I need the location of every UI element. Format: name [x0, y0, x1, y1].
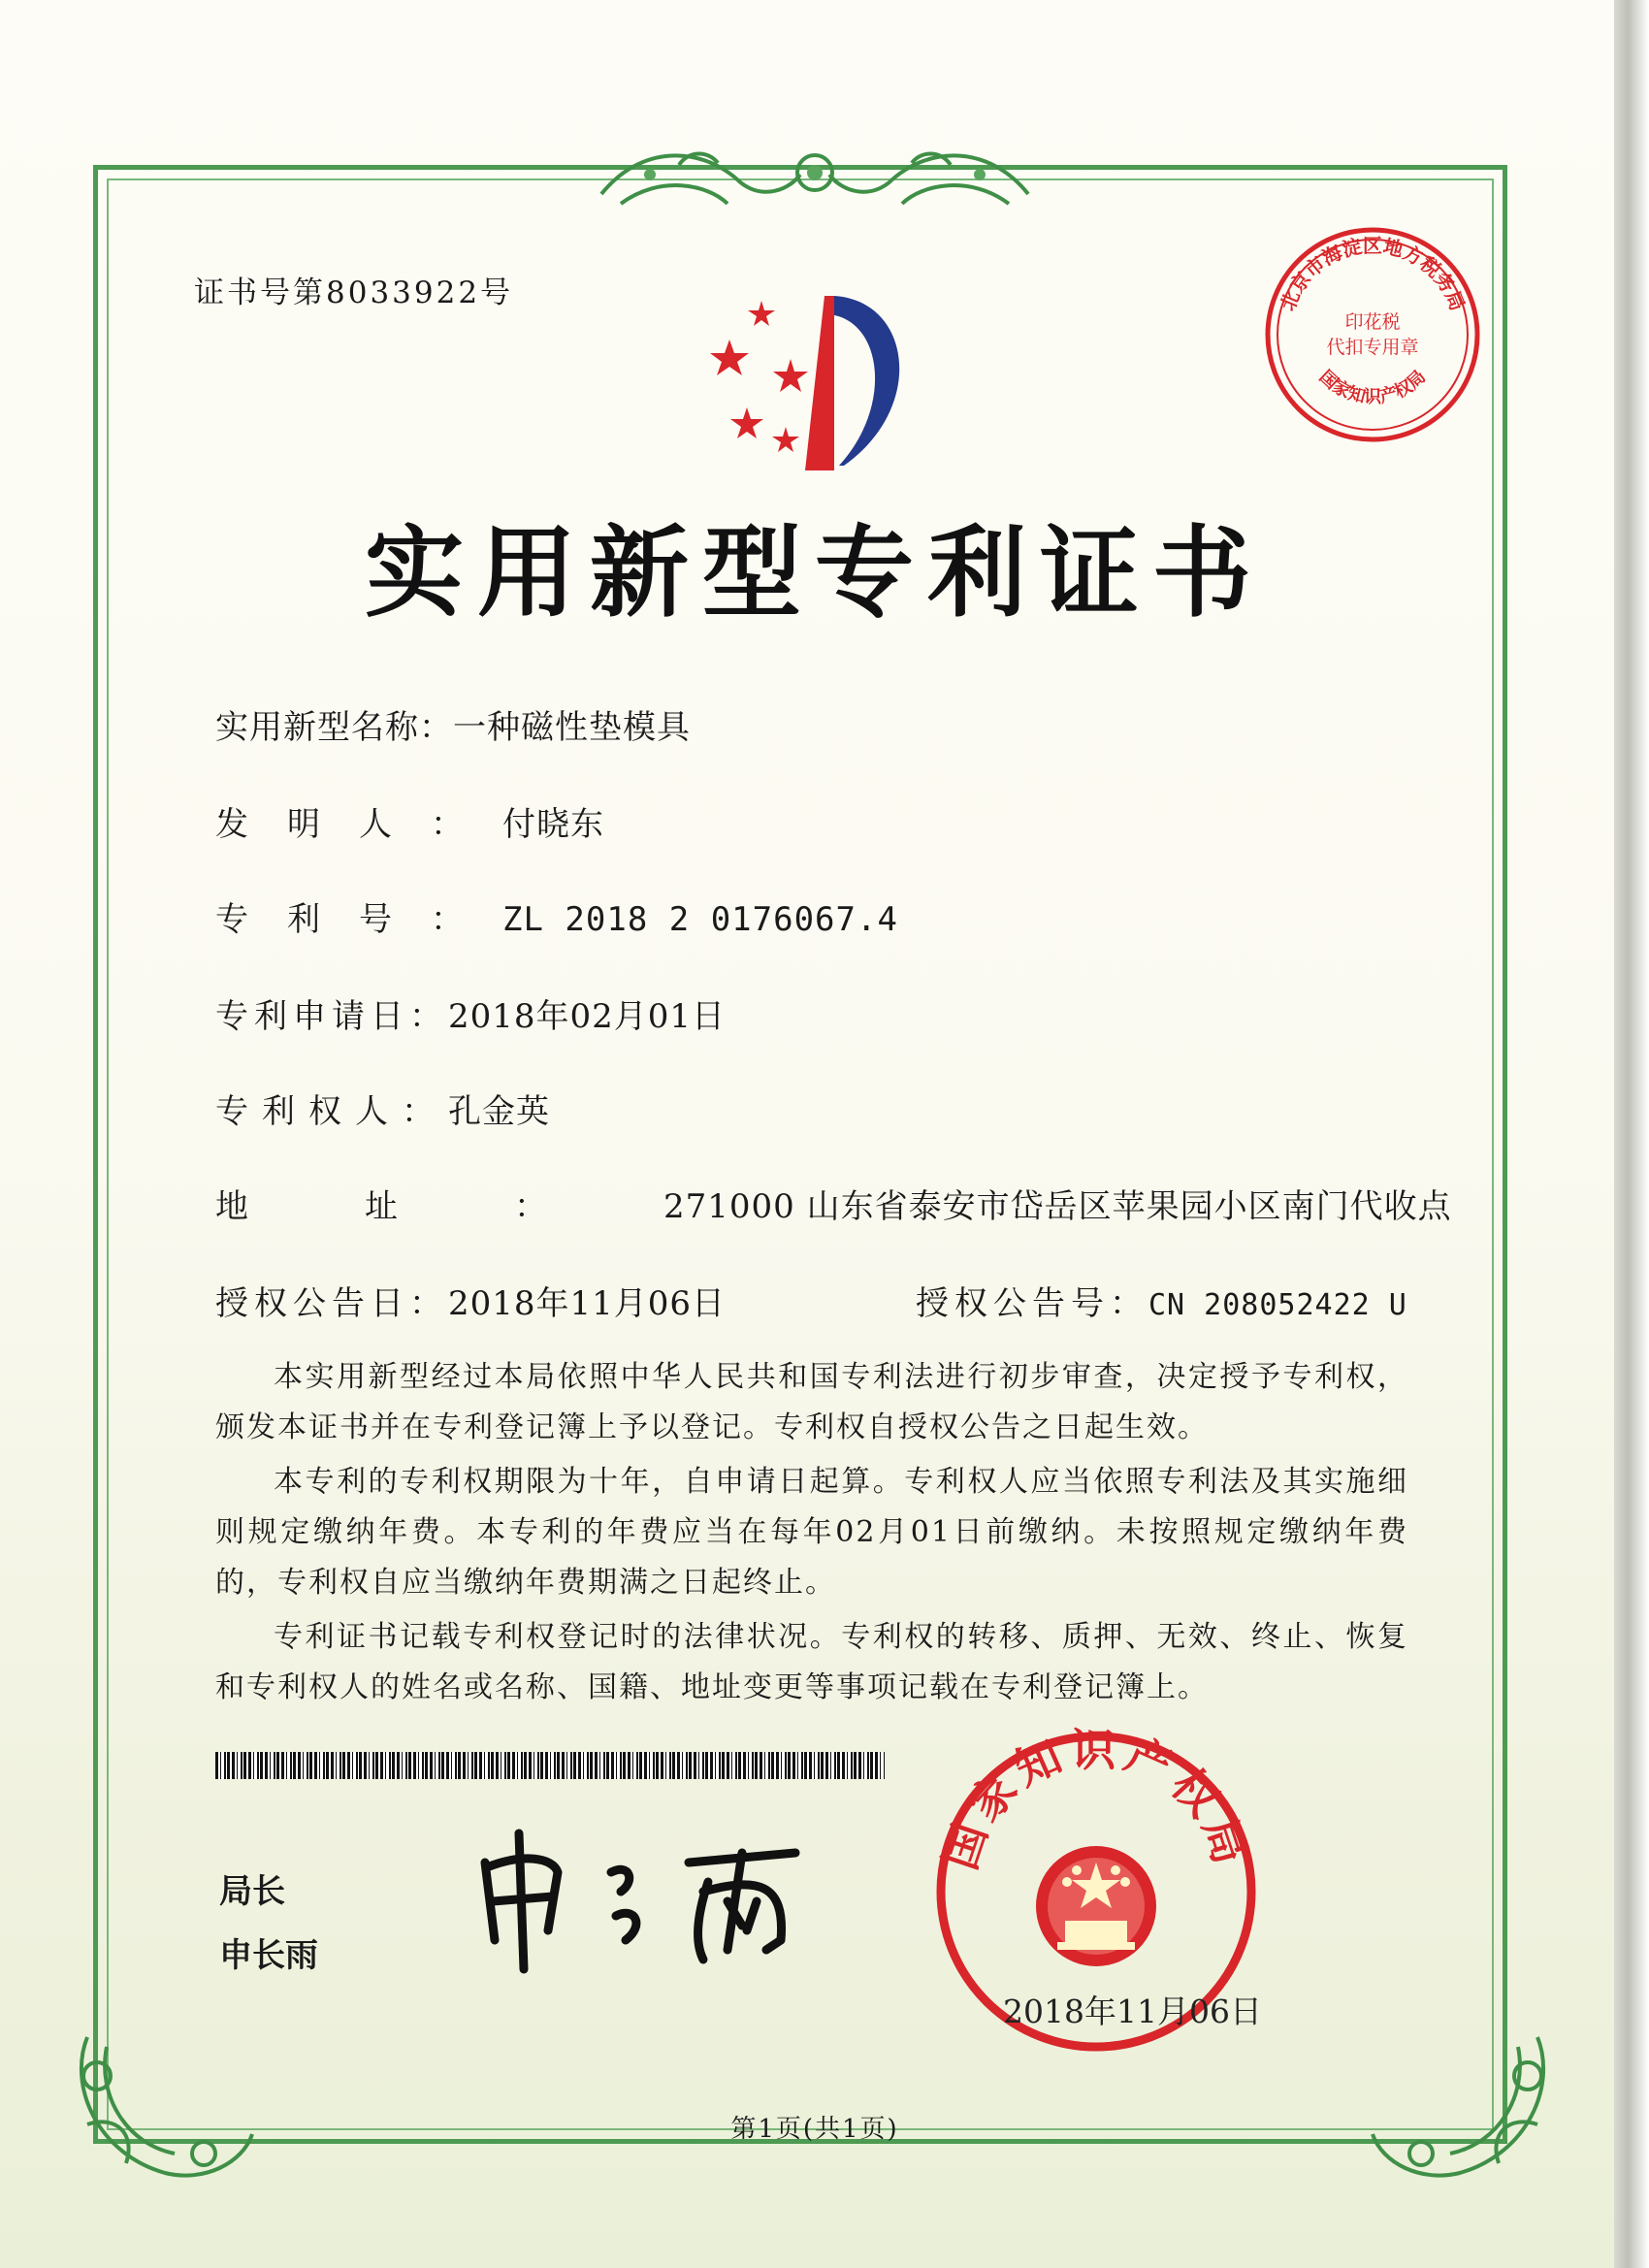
patent-no-label: 专利号： — [215, 900, 502, 939]
director-signature — [466, 1824, 815, 1979]
body-paragraph-3: 专利证书记载专利权登记时的法律状况。专利权的转移、质押、无效、终止、恢复和专利权人的姓名或名称、国籍、地址变更等事项记载在专利登记簿上。 — [215, 1620, 1408, 1704]
top-ornament — [582, 136, 1048, 223]
field-filing-date — [215, 989, 726, 1037]
field-patentee — [215, 1085, 550, 1132]
field-utility-name — [215, 700, 691, 748]
field-grant-date — [215, 1277, 726, 1324]
official-seal-date: 2018年11月06日 — [1003, 1993, 1262, 2030]
patent-no-value: ZL 2018 2 0176067.4 — [502, 900, 898, 939]
certificate-number: 证书号第8033922号 — [194, 275, 514, 310]
address-label: 地址： — [215, 1187, 663, 1226]
address-value: 271000 山东省泰安市岱岳区苹果园小区南门代收点 — [663, 1187, 1452, 1226]
patent-office-logo — [689, 281, 941, 485]
svg-text:国家知识产权局 — [1315, 367, 1430, 407]
field-inventor — [215, 797, 604, 845]
barcode — [215, 1752, 885, 1779]
certificate-title: 实用新型专利证书 — [365, 516, 1265, 632]
bottom-left-ornament — [58, 2008, 272, 2202]
body-paragraph-2: 本专利的专利权期限为十年，自申请日起算。专利权人应当依照专利法及其实施细则规定缴纳年费。本专利的年费应当在每年02月01日前缴纳。未按照规定缴纳年费的，专利权自应当缴纳年费期满之日起终止。 — [215, 1465, 1408, 1600]
national-emblem-icon — [1036, 1846, 1156, 1966]
grant-date-label: 授权公告日： — [215, 1284, 448, 1323]
page-edge-shadow — [1614, 0, 1649, 2268]
director-title: 局长 — [219, 1872, 285, 1911]
grant-no-value: CN 208052422 U — [1148, 1288, 1407, 1322]
tax-stamp-line2: 代扣专用章 — [1326, 337, 1419, 358]
bottom-right-ornament — [1353, 2008, 1567, 2202]
tax-stamp — [1261, 223, 1484, 446]
utility-name-value: 一种磁性垫模具 — [453, 708, 691, 747]
tax-stamp-bottom-text: 国家知识产权局 — [1314, 366, 1431, 408]
inventor-value: 付晓东 — [502, 805, 604, 844]
tax-stamp-line1: 印花税 — [1344, 311, 1401, 333]
utility-name-label: 实用新型名称： — [215, 708, 453, 747]
grant-date-value: 2018年11月06日 — [448, 1284, 727, 1323]
grant-no-label: 授权公告号： — [916, 1284, 1148, 1323]
director-name: 申长雨 — [219, 1936, 318, 1975]
certificate-body — [215, 1352, 1408, 1717]
field-address — [215, 1180, 1452, 1227]
svg-text:北京市海淀区地方税务局 — [1276, 234, 1470, 314]
page-indicator: 第1页(共1页) — [730, 2115, 899, 2144]
patentee-value: 孔金英 — [448, 1092, 550, 1131]
filing-date-value: 2018年02月01日 — [448, 997, 727, 1036]
patentee-label: 专利权人： — [215, 1092, 448, 1131]
body-paragraph-1: 本实用新型经过本局依照中华人民共和国专利法进行初步审查，决定授予专利权，颁发本证书并在专利登记簿上予以登记。专利权自授权公告之日起生效。 — [215, 1360, 1408, 1444]
field-patent-number — [215, 892, 898, 940]
official-seal-ring-text: 国家知识产权局 — [933, 1727, 1259, 1876]
field-grant-number — [916, 1277, 1407, 1324]
filing-date-label: 专利申请日： — [215, 997, 448, 1036]
inventor-label: 发明人： — [215, 805, 502, 844]
tax-stamp-ring-text: 北京市海淀区地方税务局 — [1276, 234, 1470, 314]
